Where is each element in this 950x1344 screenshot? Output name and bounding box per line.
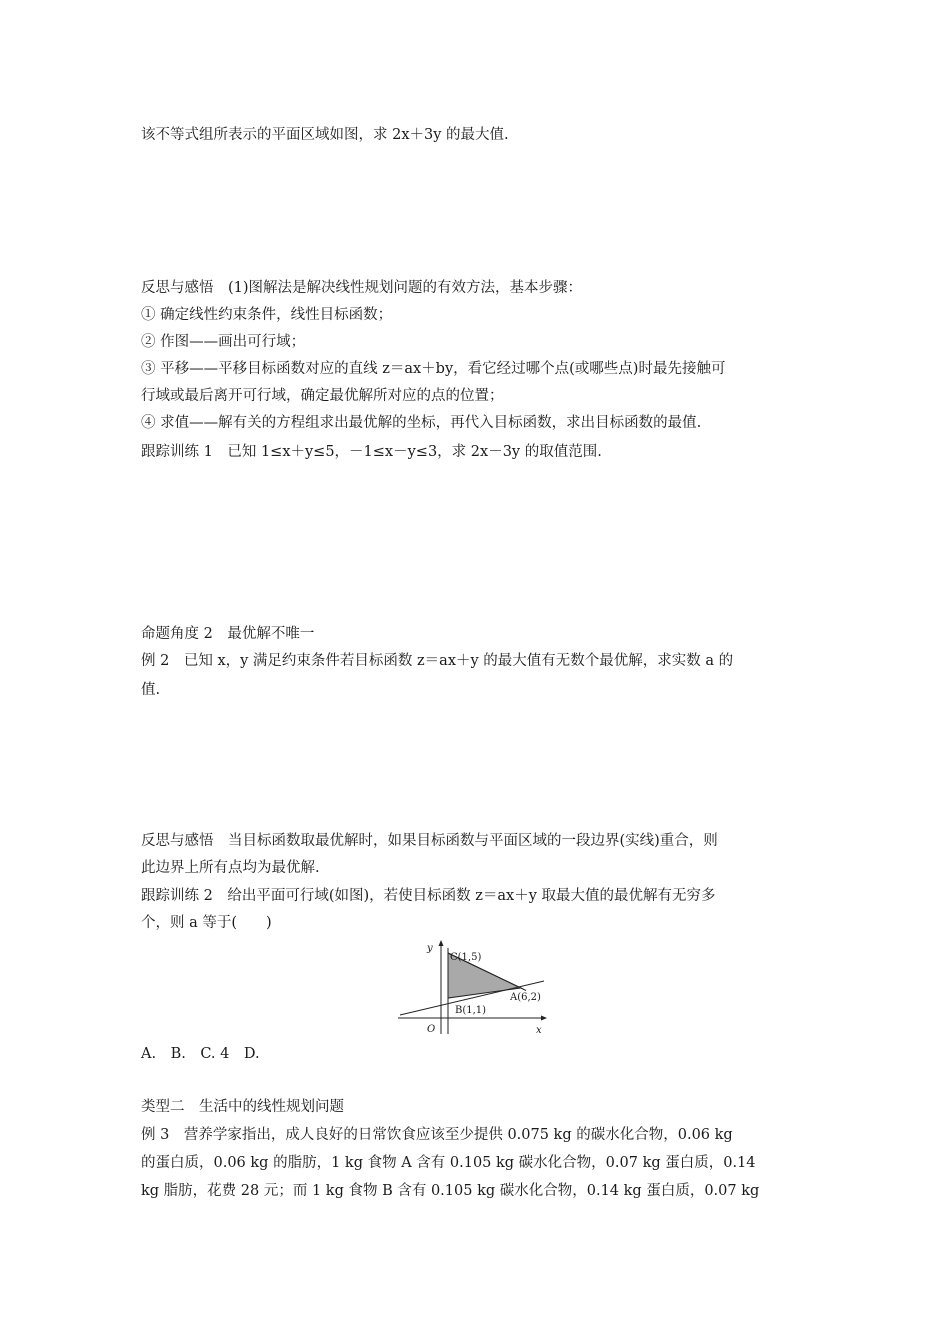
point-a-label: A(6,2) [510,992,541,1003]
section-heading: 命题角度 2 最优解不唯一 [141,626,315,642]
text-line: 跟踪训练 1 已知 1≤x＋y≤5，－1≤x－y≤3，求 2x－3y 的取值范围. [141,444,602,460]
text-line: 值. [141,682,161,698]
text-line: 例 2 已知 x，y 满足约束条件若目标函数 z＝ax＋y 的最大值有无数个最优解，求实数 a 的 [141,653,734,669]
text-line: kg 脂肪，花费 28 元；而 1 kg 食物 B 含有 0.105 kg 碳水化合物，0.14 kg 蛋白质，0.07 kg [141,1183,760,1199]
text-line: 例 3 营养学家指出，成人良好的日常饮食应该至少提供 0.075 kg 的碳水化合物，0.06 kg [141,1127,733,1143]
text-line: 个，则 a 等于( ) [141,915,272,931]
point-b-label: B(1,1) [455,1005,487,1016]
point-c-label: C(1,5) [450,952,482,963]
y-axis-arrow [439,940,444,946]
answer-options: A. B. C. 4 D. [141,1046,260,1062]
text-line: 行域或最后离开可行域，确定最优解所对应的点的位置； [141,388,504,404]
text-line: 该不等式组所表示的平面区域如图，求 2x＋3y 的最大值. [141,127,509,143]
text-line: ① 确定线性约束条件，线性目标函数； [141,307,393,323]
text-line: 反思与感悟 (1)图解法是解决线性规划问题的有效方法，基本步骤： [141,280,583,296]
feasible-region-figure [398,938,548,1034]
text-line: 此边界上所有点均为最优解. [141,860,320,876]
y-axis-label: y [427,943,433,954]
text-line: ② 作图——画出可行域； [141,334,306,350]
x-axis-arrow [541,1016,547,1021]
text-line: ③ 平移——平移目标函数对应的直线 z＝ax＋by，看它经过哪个点(或哪些点)时最先接触可 [141,361,726,377]
text-line: ④ 求值——解有关的方程组求出最优解的坐标，再代入目标函数，求出目标函数的最值. [141,415,702,431]
text-line: 的蛋白质，0.06 kg 的脂肪，1 kg 食物 A 含有 0.105 kg 碳水化合物，0.07 kg 蛋白质，0.14 [141,1155,756,1171]
origin-label: O [427,1024,436,1034]
section-heading: 类型二 生活中的线性规划问题 [141,1099,344,1115]
text-line: 反思与感悟 当目标函数取最优解时，如果目标函数与平面区域的一段边界(实线)重合，则 [141,833,718,849]
x-axis-label: x [536,1025,542,1034]
text-line: 跟踪训练 2 给出平面可行域(如图)，若使目标函数 z＝ax＋y 取最大值的最优解有无穷多 [141,888,716,904]
